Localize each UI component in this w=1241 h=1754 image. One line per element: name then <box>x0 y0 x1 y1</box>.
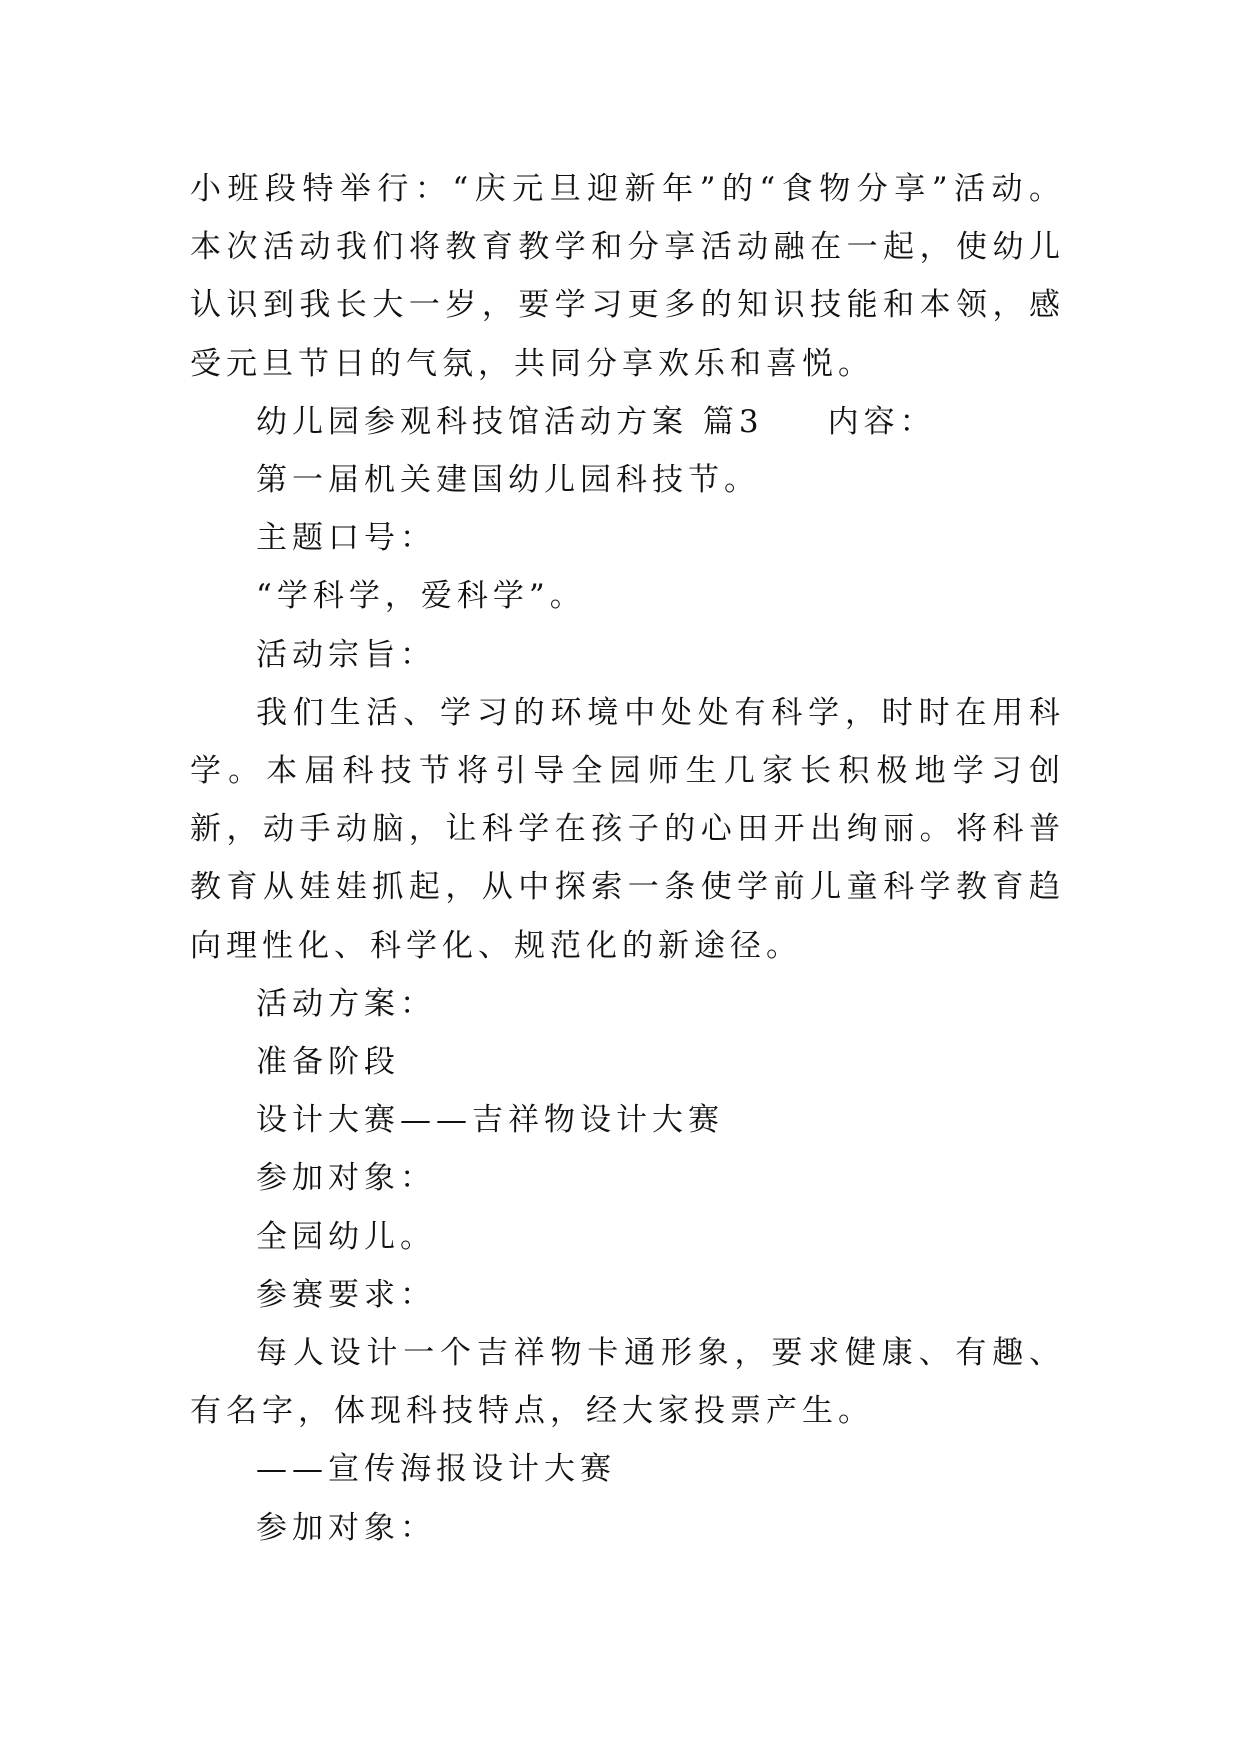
paragraph: 主题口号： <box>256 520 436 557</box>
section-title: 幼儿园参观科技馆活动方案 篇3 <box>256 403 764 440</box>
paragraph: 设计大赛——吉祥物设计大赛 <box>256 1102 724 1139</box>
paragraph: 活动方案： <box>256 985 436 1022</box>
paragraph: “学科学，爱科学”。 <box>256 578 586 615</box>
paragraph: 我们生活、学习的环境中处处有科学，时时在用科学。本届科技节将引导全园师生几家长积极地学习创新，动手动脑，让科学在孩子的心田开出绚丽。将科普教育从娃娃抓起，从中探索一条使学前儿童科学教育趋向理性化、科学化、规范化的新途径。 <box>190 694 1065 964</box>
paragraph: 参加对象： <box>256 1160 436 1197</box>
section-label: 内容： <box>827 403 936 440</box>
paragraph: 小班段特举行：“庆元旦迎新年”的“食物分享”活动。本次活动我们将教育教学和分享活动融在一起，使幼儿认识到我长大一岁，要学习更多的知识技能和本领，感受元旦节日的气氛，共同分享欢乐和喜悦。 <box>190 171 1065 382</box>
paragraph: 参赛要求： <box>256 1276 436 1313</box>
paragraph: 准备阶段 <box>256 1044 400 1081</box>
paragraph: 参加对象： <box>256 1509 436 1546</box>
paragraph: 活动宗旨： <box>256 636 436 673</box>
document-body <box>190 160 1065 1557</box>
paragraph: ——宣传海报设计大赛 <box>256 1451 616 1488</box>
section-heading <box>190 393 1065 451</box>
paragraph: 每人设计一个吉祥物卡通形象，要求健康、有趣、有名字，体现科技特点，经大家投票产生。 <box>190 1335 1065 1430</box>
paragraph: 第一届机关建国幼儿园科技节。 <box>256 462 760 499</box>
paragraph: 全园幼儿。 <box>256 1218 436 1255</box>
